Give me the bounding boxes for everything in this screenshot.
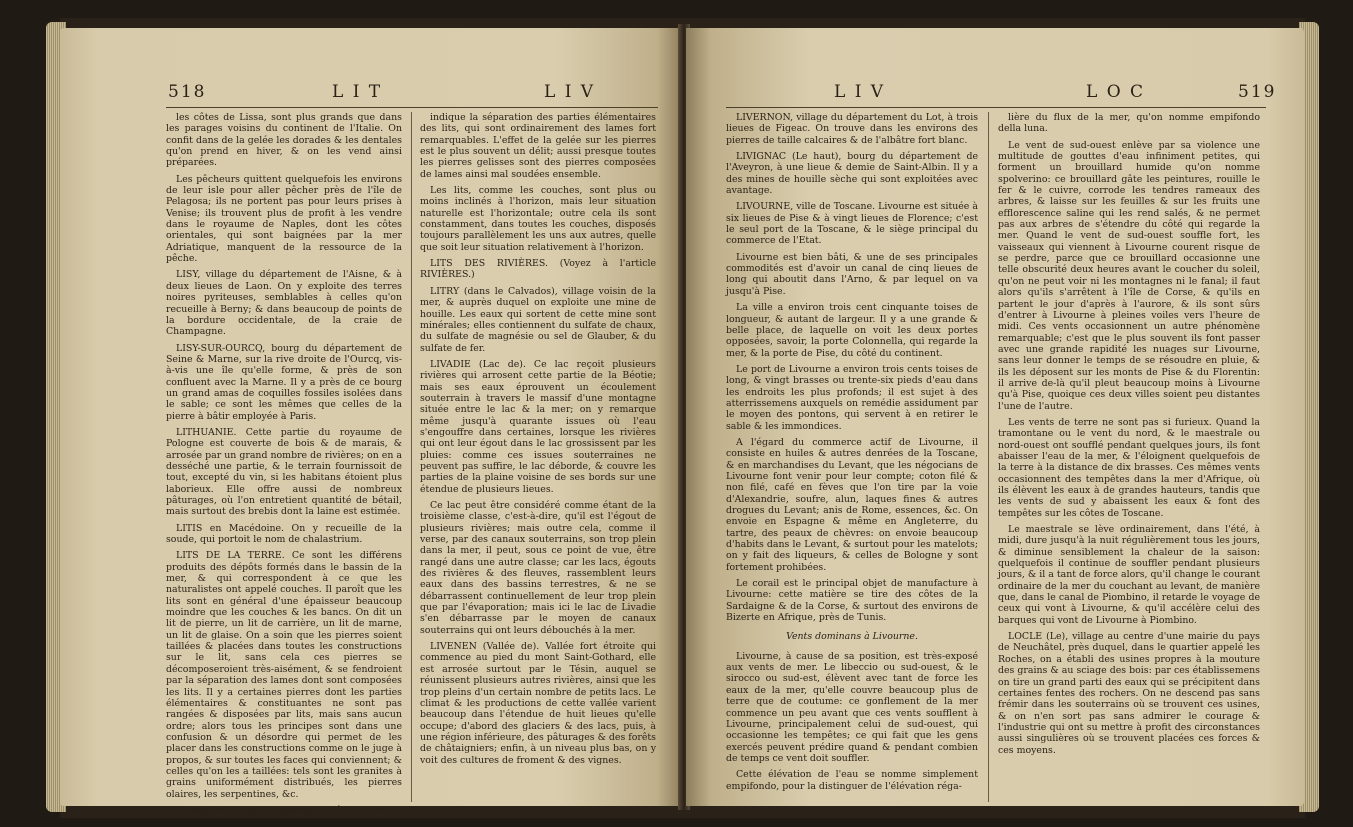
right-running-head — [686, 82, 1304, 102]
entry-lits-des-rivieres: LITS DES RIVIÈRES. (Voyez à l'article RIVIÈRES.) — [420, 258, 656, 281]
text-paragraph: Les pêcheurs quittent quelquefois les environs de leur isle pour aller pêcher près de l'île de Pelagosa; ils ne portent pas pour leurs prises à Venise; ils trouvent plus de profit à les vendre dans le royaume de Naples, dont les côtes orientales, qui sont baignées par la mer Adriatique, manquent de la ressource de la pêche. — [166, 173, 402, 265]
open-book — [60, 18, 1305, 818]
entry-livadie: LIVADIE (Lac de). Ce lac reçoit plusieurs rivières qui arrosent cette partie de la Béotie; mais ses eaux éprouvent un écoulement souterrain à travers le massif d'une montagne située entre le lac & la mer; on y remarque même jusqu'à quarante issues où l'eau s'engouffre dans certaines, lorsque les rivières qui ont leur égout dans le lac grossissent par les pluies: comme ces issues souterraines ne peuvent pas suffire, le lac déborde, & couvre les parties de la plaine voisine de ses bords sur une étendue de plusieurs lieues. — [420, 358, 656, 495]
text-paragraph: La ville a environ trois cent cinquante toises de longueur, & autant de largeur. Il y a une grande & belle place, de laquelle on voit les deux portes opposées, savoir, la porte Colonnella, qui regarde la mer, & la porte de Pise, du côté du continent. — [726, 302, 978, 359]
text-paragraph: Le corail est le principal objet de manufacture à Livourne: cette matière se tire des côtes de la Sardaigne & de la Corse, & surtout des environs de Bizerte en Afrique, près de Tunis. — [726, 578, 978, 624]
text-paragraph: indique la séparation des parties élémentaires des lits, qui sont ordinairement des lames fort remarquables. L'effet de la gelée sur les pierres est le plus souvent un délit; aussi presque toutes les pierres gelisses sont des pierres composées de lames ainsi mal soudées ensemble. — [420, 112, 656, 180]
entry-livernon: LIVERNON, village du département du Lot, à trois lieues de Figeac. On trouve dans les environs des pierres de taille calcaires & de l'albâtre fort blanc. — [726, 112, 978, 146]
column-divider — [988, 112, 989, 802]
entry-litry: LITRY (dans le Calvados), village voisin de la mer, & auprès duquel on exploite une mine de houille. Les eaux qui sortent de cette mine sont minérales; elles contiennent du sulfate de chaux, du sulfate de magnésie ou sel de Glauber, & du sulfate de fer. — [420, 285, 656, 354]
text-paragraph: A l'égard du commerce actif de Livourne, il consiste en huiles & autres denrées de la Toscane, & en marchandises du Levant, que les négocians de Livourne font venir pour leur compte; coton filé & non filé, café en fèves que l'on tire par la voie d'Alexandrie, soufre, alun, laques fines & autres drogues du Levant; anis de Rome, essences, &c. On envoie en Espagne & même en Angleterre, du tartre, des peaux de chèvres: on envoie beaucoup d'habits dans le Levant, & surtout pour les matelots; on y fait des liqueurs, & celles de Bologne y sont fortement prohibées. — [726, 436, 978, 573]
entry-litis: LITIS en Macédoine. On y recueille de la soude, qui portoit le nom de chalastrium. — [166, 522, 402, 546]
entry-lithuanie: LITHUANIE. Cette partie du royaume de Pologne est couverte de bois & de marais, & arrosée par un grand nombre de rivières; on en a desséché une partie, & le terrain fournissoit de tout, excepté du vin, si les habitans étoient plus laborieux. Elle offre aussi de nombreux pâturages, où l'on entretient quantité de bétail, mais surtout des brebis dont la laine est estimée. — [166, 426, 402, 518]
text-paragraph: Le vent de sud-ouest enlève par sa violence une multitude de gouttes d'eau infiniment petites, qui forment un brouillard humide qu'on nomme spolverino: ce brouillard gâte les peintures, rouille le fer & le cuivre, corrode les tendres rameaux des arbres, & laisse sur les feuilles & sur les fruits une efflorescence saline qui les rend salés, & ne permet pas aux arbres de s'étendre du côté qui regarde la mer. Quand le vent de sud-ouest souffle fort, les vaisseaux qui viennent à Livourne courent risque de se perdre, parce que ce brouillard occasionne une telle obscurité deux heures avant le coucher du soleil, qu'on ne peut voir ni les montagnes ni le fanal; il faut alors qu'ils s'arrêtent à l'île de Corse, & qu'ils en partent le jour d'après à l'aurore, & ils sont sûrs d'entrer à Livourne à pleines voiles vers l'heure de midi. Ces vents occasionnent un autre phénomène remarquable; c'est que le plus souvent ils font passer avec une grande rapidité les nuages sur Livourne, sans leur donner le temps de se résoudre en pluie, & ils les déposent sur les monts de Pise & du Florentin: il arrive de-là qu'il pleut beaucoup moins à Livourne qu'à Pise, quoique ces deux villes soient peu distantes l'une de l'autre. — [998, 139, 1260, 412]
section-heading: Vents dominans à Livourne. — [786, 631, 918, 643]
text-paragraph: Cette élévation de l'eau se nomme simplement empifondo, pour la distinguer de l'élévation réga- — [726, 769, 978, 792]
left-column-1 — [166, 112, 402, 821]
text-paragraph: lière du flux de la mer, qu'on nomme empifondo della luna. — [998, 112, 1260, 135]
entry-livourne: LIVOURNE, ville de Toscane. Livourne est située à six lieues de Pise & à vingt lieues de Florence; c'est le seul port de la Toscane, & le siège principal du commerce de l'Etat. — [726, 201, 978, 247]
header-right-word: L O C — [1086, 82, 1146, 102]
entry-locle: LOCLE (Le), village au centre d'une mairie du pays de Neuchâtel, près duquel, dans le quartier appelé les Roches, on a établi des usines propres à la mouture des grains & au sciage des bois: par ces établissemens on tire un grand parti des eaux qui se précipitent dans certaines fentes des rochers. On ne descend pas sans frémir dans les souterrains où se trouvent ces usines, & on n'en sort pas sans admirer le courage & l'industrie qui ont su mettre à profit des circonstances aussi singulières où se trouvent placées ces forces & ces moyens. — [998, 631, 1260, 756]
entry-lits-de-la-terre: LITS DE LA TERRE. Ce sont les différens produits des dépôts formés dans le bassin de la mer, & qui correspondent à ce que les naturalistes ont appelé couches. Il paroît que les lits sont en général d'une épaisseur beaucoup moindre que les couches & les bancs. On dit un lit de pierre, un lit de carrière, un lit de marne, un lit de glaise. On a soin que les pierres soient taillées & placées dans toutes les constructions sur le lit, sans cela ces pierres se décomposeroient très-aisément, & se fendroient par la séparation des lames dont sont composées les lits. Il y a certaines pierres dont les parties élémentaires & constituantes ne sont pas rangées & disposées par lits, mais sans aucun ordre; alors tous les principes sont dans une confusion & un désordre qui permet de les placer dans les constructions comme on le juge à propos, & sur toutes les faces qui conviennent; & celles qu'on les a taillées: tels sont les granites à grains uniformément distribués, les pierres olaires, les serpentines, &c. — [166, 550, 402, 800]
text-paragraph: Le maestrale se lève ordinairement, dans l'été, à midi, dure jusqu'à la nuit régulièrement tous les jours, & diminue sensiblement la chaleur de la saison: quelquefois il continue de souffler pendant plusieurs jours, & il a tant de force alors, qu'il change le courant ordinaire de la mer du couchant au levant, de manière que, dans le canal de Piombino, il retarde le voyage de ceux qui vont à Livourne, & qu'il accélère celui des barques qui vont de Livourne à Piombino. — [998, 524, 1260, 626]
header-right-word: L I V — [544, 82, 596, 102]
header-rule — [166, 107, 658, 108]
right-column-1 — [726, 112, 978, 797]
entry-livenen: LIVENEN (Vallée de). Vallée fort étroite qui commence au pied du mont Saint-Gothard, elle est arrosée surtout par le Tésin, auquel se réunissent plusieurs autres rivières, ainsi que les trop pleins d'un certain nombre de petits lacs. Le climat & les productions de cette vallée varient beaucoup dans l'étendue de huit lieues qu'elle occupe; d'abord des glaciers & des lacs, puis, à une région inférieure, des pâturages & des forêts de châtaigniers; enfin, à un niveau plus bas, on y voit des cultures de froment & des vignes. — [420, 641, 656, 766]
left-column-2 — [420, 112, 656, 771]
text-paragraph: Les lits, comme les couches, sont plus ou moins inclinés à l'horizon, mais leur situation naturelle est l'horizontale; outre cela ils sont constamment, dans toutes les couches, disposés toujours parallèlement les uns aux autres, quelle que soit leur situation relativement à l'horizon. — [420, 185, 656, 253]
header-left-word: L I V — [834, 82, 886, 102]
page-number: 518 — [168, 82, 207, 102]
text-paragraph: les côtes de Lissa, sont plus grands que dans les parages voisins du continent de l'Italie. On confit dans de la gelée les dorades & les dentales qu'on prend en hiver, & on les vend ainsi préparées. — [166, 112, 402, 169]
left-running-head — [60, 82, 682, 102]
column-divider — [411, 112, 412, 802]
text-paragraph: Livourne, à cause de sa position, est très-exposé aux vents de mer. Le libeccio ou sud-ouest, & le sirocco ou sud-est, élèvent avec tant de force les eaux de la mer, qu'elle couvre beaucoup plus de terre que de coutume: ce gonflement de la mer commence un peu avant que ces vents soufflent à Livourne, principalement celui de sud-ouest, qui occasionne les tempêtes; ce qui fait que les gens exercés peuvent prédire quand & pendant combien de temps ce vent doit souffler. — [726, 650, 978, 764]
entry-lisy: LISY, village du département de l'Aisne, & à deux lieues de Laon. On y exploite des terres noires pyriteuses, semblables à celles qu'on recueille à Berny; & dans beaucoup de points de la bordure occidentale, de la craie de Champagne. — [166, 269, 402, 338]
header-left-word: L I T — [332, 82, 383, 102]
entry-livignac: LIVIGNAC (Le haut), bourg du département de l'Aveyron, à une lieue & demie de Saint-Albin. Il y a des mines de houille sèche qui sont exploitées avec avantage. — [726, 151, 978, 197]
text-paragraph: Lorsqu'on dit que les pierres se délitent, on — [176, 804, 384, 816]
entry-lisy-sur-ourcq: LISY-SUR-OURCQ, bourg du département de Seine & Marne, sur la rive droite de l'Ourcq, vis-à-vis une île qu'elle forme, & près de son confluent avec la Marne. Il y a près de ce bourg un grand amas de coquilles fossiles isolées dans le sable; ce sont les mêmes que celles de la pierre à bâtir employée à Paris. — [166, 342, 402, 422]
text-paragraph: Ce lac peut être considéré comme étant de la troisième classe, c'est-à-dire, qu'il est l'égout de plusieurs rivières; mais outre cela, comme il verse, par des canaux souterrains, son trop plein dans la mer, il peut, sous ce point de vue, être rangé dans une autre classe; car les lacs, égouts des rivières & des fleuves, rassemblent leurs eaux dans des bassins terrestres, & ne se débarrassent continuellement de leur trop plein que par l'évaporation; mais ici le lac de Livadie s'en débarrasse par le moyen de canaux souterrains qui ont leurs débouchés à la mer. — [420, 500, 656, 636]
header-rule — [726, 107, 1266, 108]
right-column-2 — [998, 112, 1260, 761]
text-paragraph: Les vents de terre ne sont pas si furieux. Quand la tramontane ou le vent du nord, & le maestrale ou nord-ouest ont soufflé pendant quelques jours, ils font abaisser l'eau de la mer, & l'éloignent quelquefois de la terre à la distance de dix brasses. Ces mêmes vents occasionnent des tempêtes dans la mer d'Afrique, où ils élèvent les eaux à de grandes hauteurs, tandis que les vents de sud y abaissent les eaux & font des tempêtes sur les côtes de Toscane. — [998, 416, 1260, 519]
text-paragraph: Le port de Livourne a environ trois cents toises de long, & vingt brasses ou trente-six pieds d'eau dans les endroits les plus profonds; il est sujet à des atterrissemens auxquels on remédie assidument par le moyen des pontons, qui servent à en retirer le sable & les immondices. — [726, 363, 978, 432]
page-number: 519 — [1238, 82, 1277, 102]
left-page — [60, 28, 682, 816]
text-paragraph: Livourne est bien bâti, & une de ses principales commodités est d'avoir un canal de cinq lieues de long qui aboutit dans l'Arno, & par lequel on va jusqu'à Pise. — [726, 251, 978, 297]
right-page — [686, 28, 1304, 806]
